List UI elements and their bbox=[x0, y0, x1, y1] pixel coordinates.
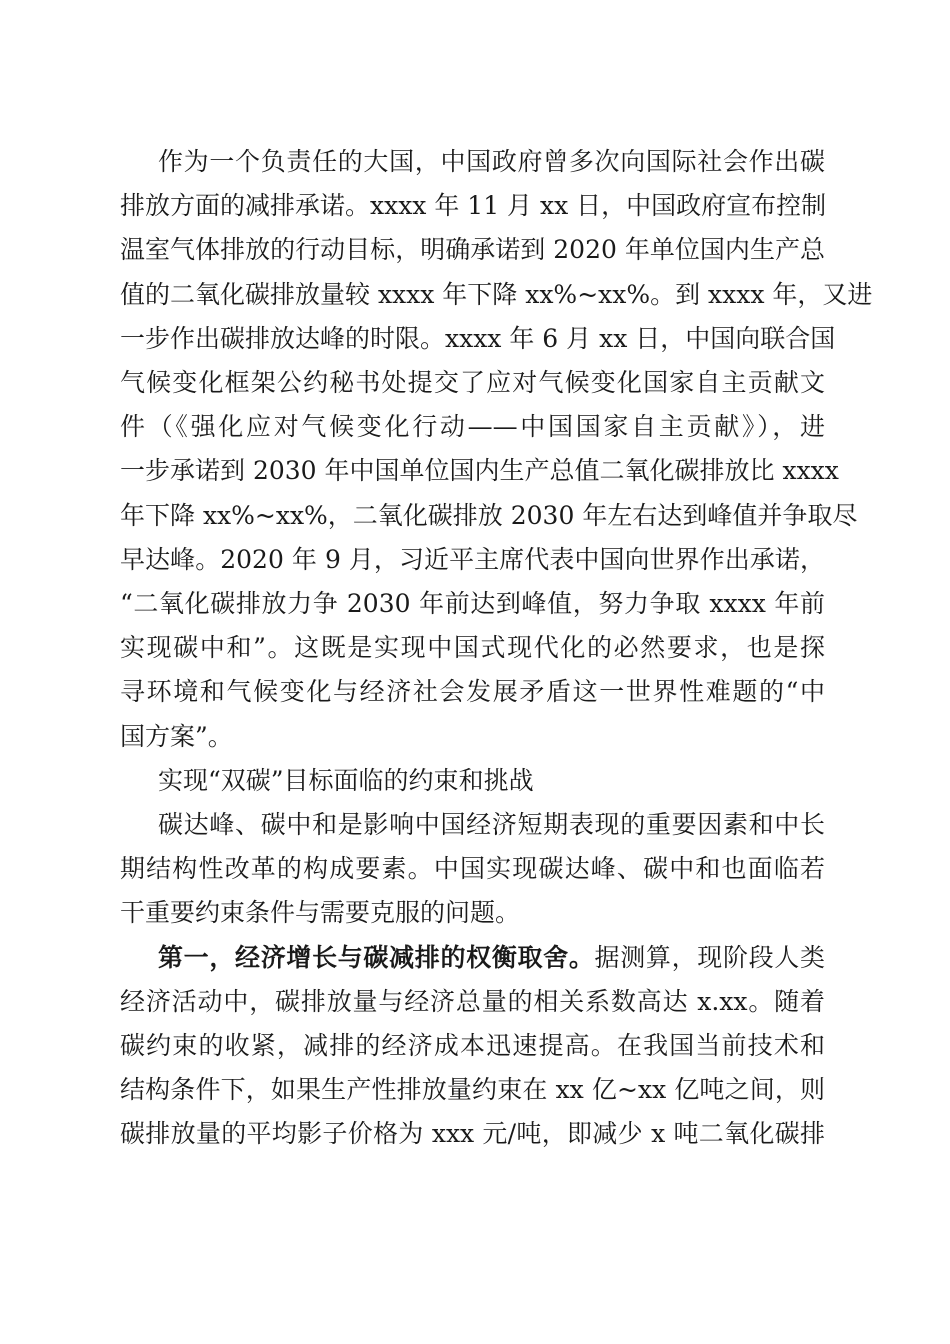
text-line: 排放方面的减排承诺。xxxx 年 11 月 xx 日，中国政府宣布控制 bbox=[120, 191, 827, 221]
text-line: 件（《强化应对气候变化行动——中国国家自主贡献》），进 bbox=[120, 412, 825, 442]
text-line: 一步承诺到 2030 年中国单位国内生产总值二氧化碳排放比 xxxx bbox=[120, 456, 839, 486]
paragraph-constraints-intro bbox=[120, 803, 825, 936]
text-line: 干重要约束条件与需要克服的问题。 bbox=[120, 898, 521, 928]
text-line bbox=[120, 936, 825, 980]
paragraph-carbon-commitments bbox=[120, 140, 873, 759]
paragraph-growth-tradeoff bbox=[120, 936, 825, 1157]
text-line: 气候变化框架公约秘书处提交了应对气候变化国家自主贡献文 bbox=[120, 368, 825, 398]
text-span: 据测算，现阶段人类 bbox=[594, 942, 825, 972]
text-line: 作为一个负责任的大国，中国政府曾多次向国际社会作出碳 bbox=[158, 147, 825, 176]
text-line: 碳约束的收紧，减排的经济成本迅速提高。在我国当前技术和 bbox=[120, 1031, 825, 1061]
text-line: 寻环境和气候变化与经济社会发展矛盾这一世界性难题的“中 bbox=[120, 677, 825, 707]
text-line: 国方案”。 bbox=[120, 721, 233, 751]
text-line: 结构条件下，如果生产性排放量约束在 xx 亿~xx 亿吨之间，则 bbox=[120, 1075, 825, 1105]
document-body bbox=[120, 140, 873, 1157]
text-line: 实现碳中和”。这既是实现中国式现代化的必然要求，也是探 bbox=[120, 633, 825, 663]
bold-lead-sentence: 第一，经济增长与碳减排的权衡取舍。 bbox=[158, 942, 595, 972]
text-line: 期结构性改革的构成要素。中国实现碳达峰、碳中和也面临若 bbox=[120, 854, 825, 884]
text-line: 经济活动中，碳排放量与经济总量的相关系数高达 x.xx。随着 bbox=[120, 986, 825, 1016]
text-line: 早达峰。2020 年 9 月，习近平主席代表中国向世界作出承诺， bbox=[120, 544, 825, 574]
text-line: “二氧化碳排放力争 2030 年前达到峰值，努力争取 xxxx 年前 bbox=[120, 589, 825, 619]
text-line: 碳达峰、碳中和是影响中国经济短期表现的重要因素和中长 bbox=[158, 810, 825, 840]
text-line: 年下降 xx%~xx%，二氧化碳排放 2030 年左右达到峰值并争取尽 bbox=[120, 500, 858, 530]
text-line: 碳排放量的平均影子价格为 xxx 元/吨，即减少 x 吨二氧化碳排 bbox=[120, 1119, 825, 1149]
text-line: 温室气体排放的行动目标，明确承诺到 2020 年单位国内生产总 bbox=[120, 235, 825, 265]
section-heading: 实现“双碳”目标面临的约束和挑战 bbox=[158, 765, 534, 795]
text-line: 一步作出碳排放达峰的时限。xxxx 年 6 月 xx 日，中国向联合国 bbox=[120, 323, 836, 353]
text-line: 值的二氧化碳排放量较 xxxx 年下降 xx%~xx%。到 xxxx 年，又进 bbox=[120, 279, 873, 309]
